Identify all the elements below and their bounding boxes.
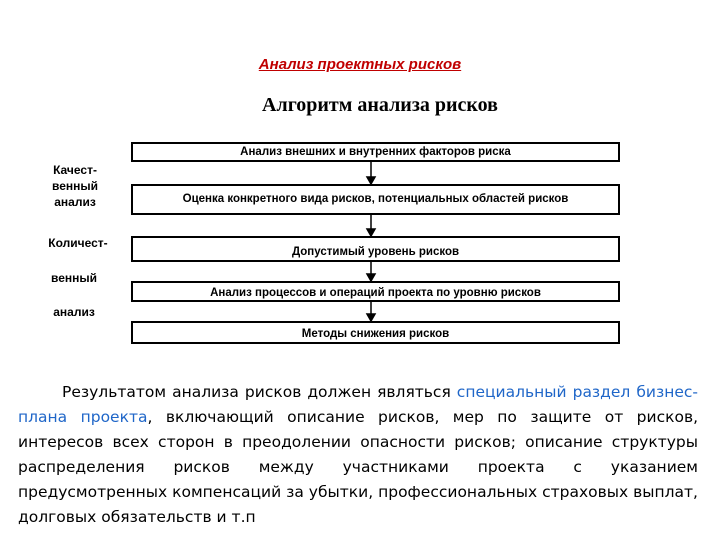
flow-arrowhead-4 xyxy=(367,314,375,321)
quantitative-line-3: анализ xyxy=(53,305,95,319)
result-paragraph xyxy=(18,380,698,530)
flow-step-label: Оценка конкретного вида рисков, потенциальных областей рисков xyxy=(182,193,569,205)
quantitative-line-2: венный xyxy=(50,271,97,285)
flow-step-acceptable-level xyxy=(131,236,620,262)
paragraph-highlight: специальный раздел бизнес-плана проекта xyxy=(18,383,698,426)
flow-arrowhead-3 xyxy=(367,274,375,281)
flow-step-risk-assessment xyxy=(131,184,620,215)
flow-step-external-internal-factors xyxy=(131,142,620,162)
section-title: Анализ проектных рисков xyxy=(258,56,462,73)
flow-arrowhead-2 xyxy=(367,229,375,236)
flow-step-reduction-methods xyxy=(131,321,620,344)
algorithm-title: Алгоритм анализа рисков xyxy=(262,94,498,116)
flow-step-label: Анализ процессов и операций проекта по уровню рисков xyxy=(210,287,541,299)
flow-step-label: Методы снижения рисков xyxy=(301,328,450,340)
flow-step-label: Допустимый уровень рисков xyxy=(291,246,460,258)
flow-step-process-analysis xyxy=(131,281,620,302)
paragraph-text-2: , включающий описание рисков, мер по защите от рисков, интересов всех сторон в преодолении опасности рисков; описание структуры распределения рисков между участниками проекта с указанием предусмотренных компенсаций за убытки, профессиональных страховых выплат, долговых обязательств и т.п xyxy=(18,408,699,526)
qualitative-line-1: Качест- xyxy=(53,163,97,177)
qualitative-line-3: анализ xyxy=(54,195,96,209)
paragraph-text-1: Результатом анализа рисков должен являться xyxy=(62,383,457,401)
flow-step-label: Анализ внешних и внутренних факторов риска xyxy=(240,146,511,158)
qualitative-line-2: венный xyxy=(51,179,98,193)
qualitative-analysis-label xyxy=(30,162,120,210)
quantitative-line-1: Количест- xyxy=(48,236,108,250)
flow-arrowhead-1 xyxy=(367,177,375,184)
